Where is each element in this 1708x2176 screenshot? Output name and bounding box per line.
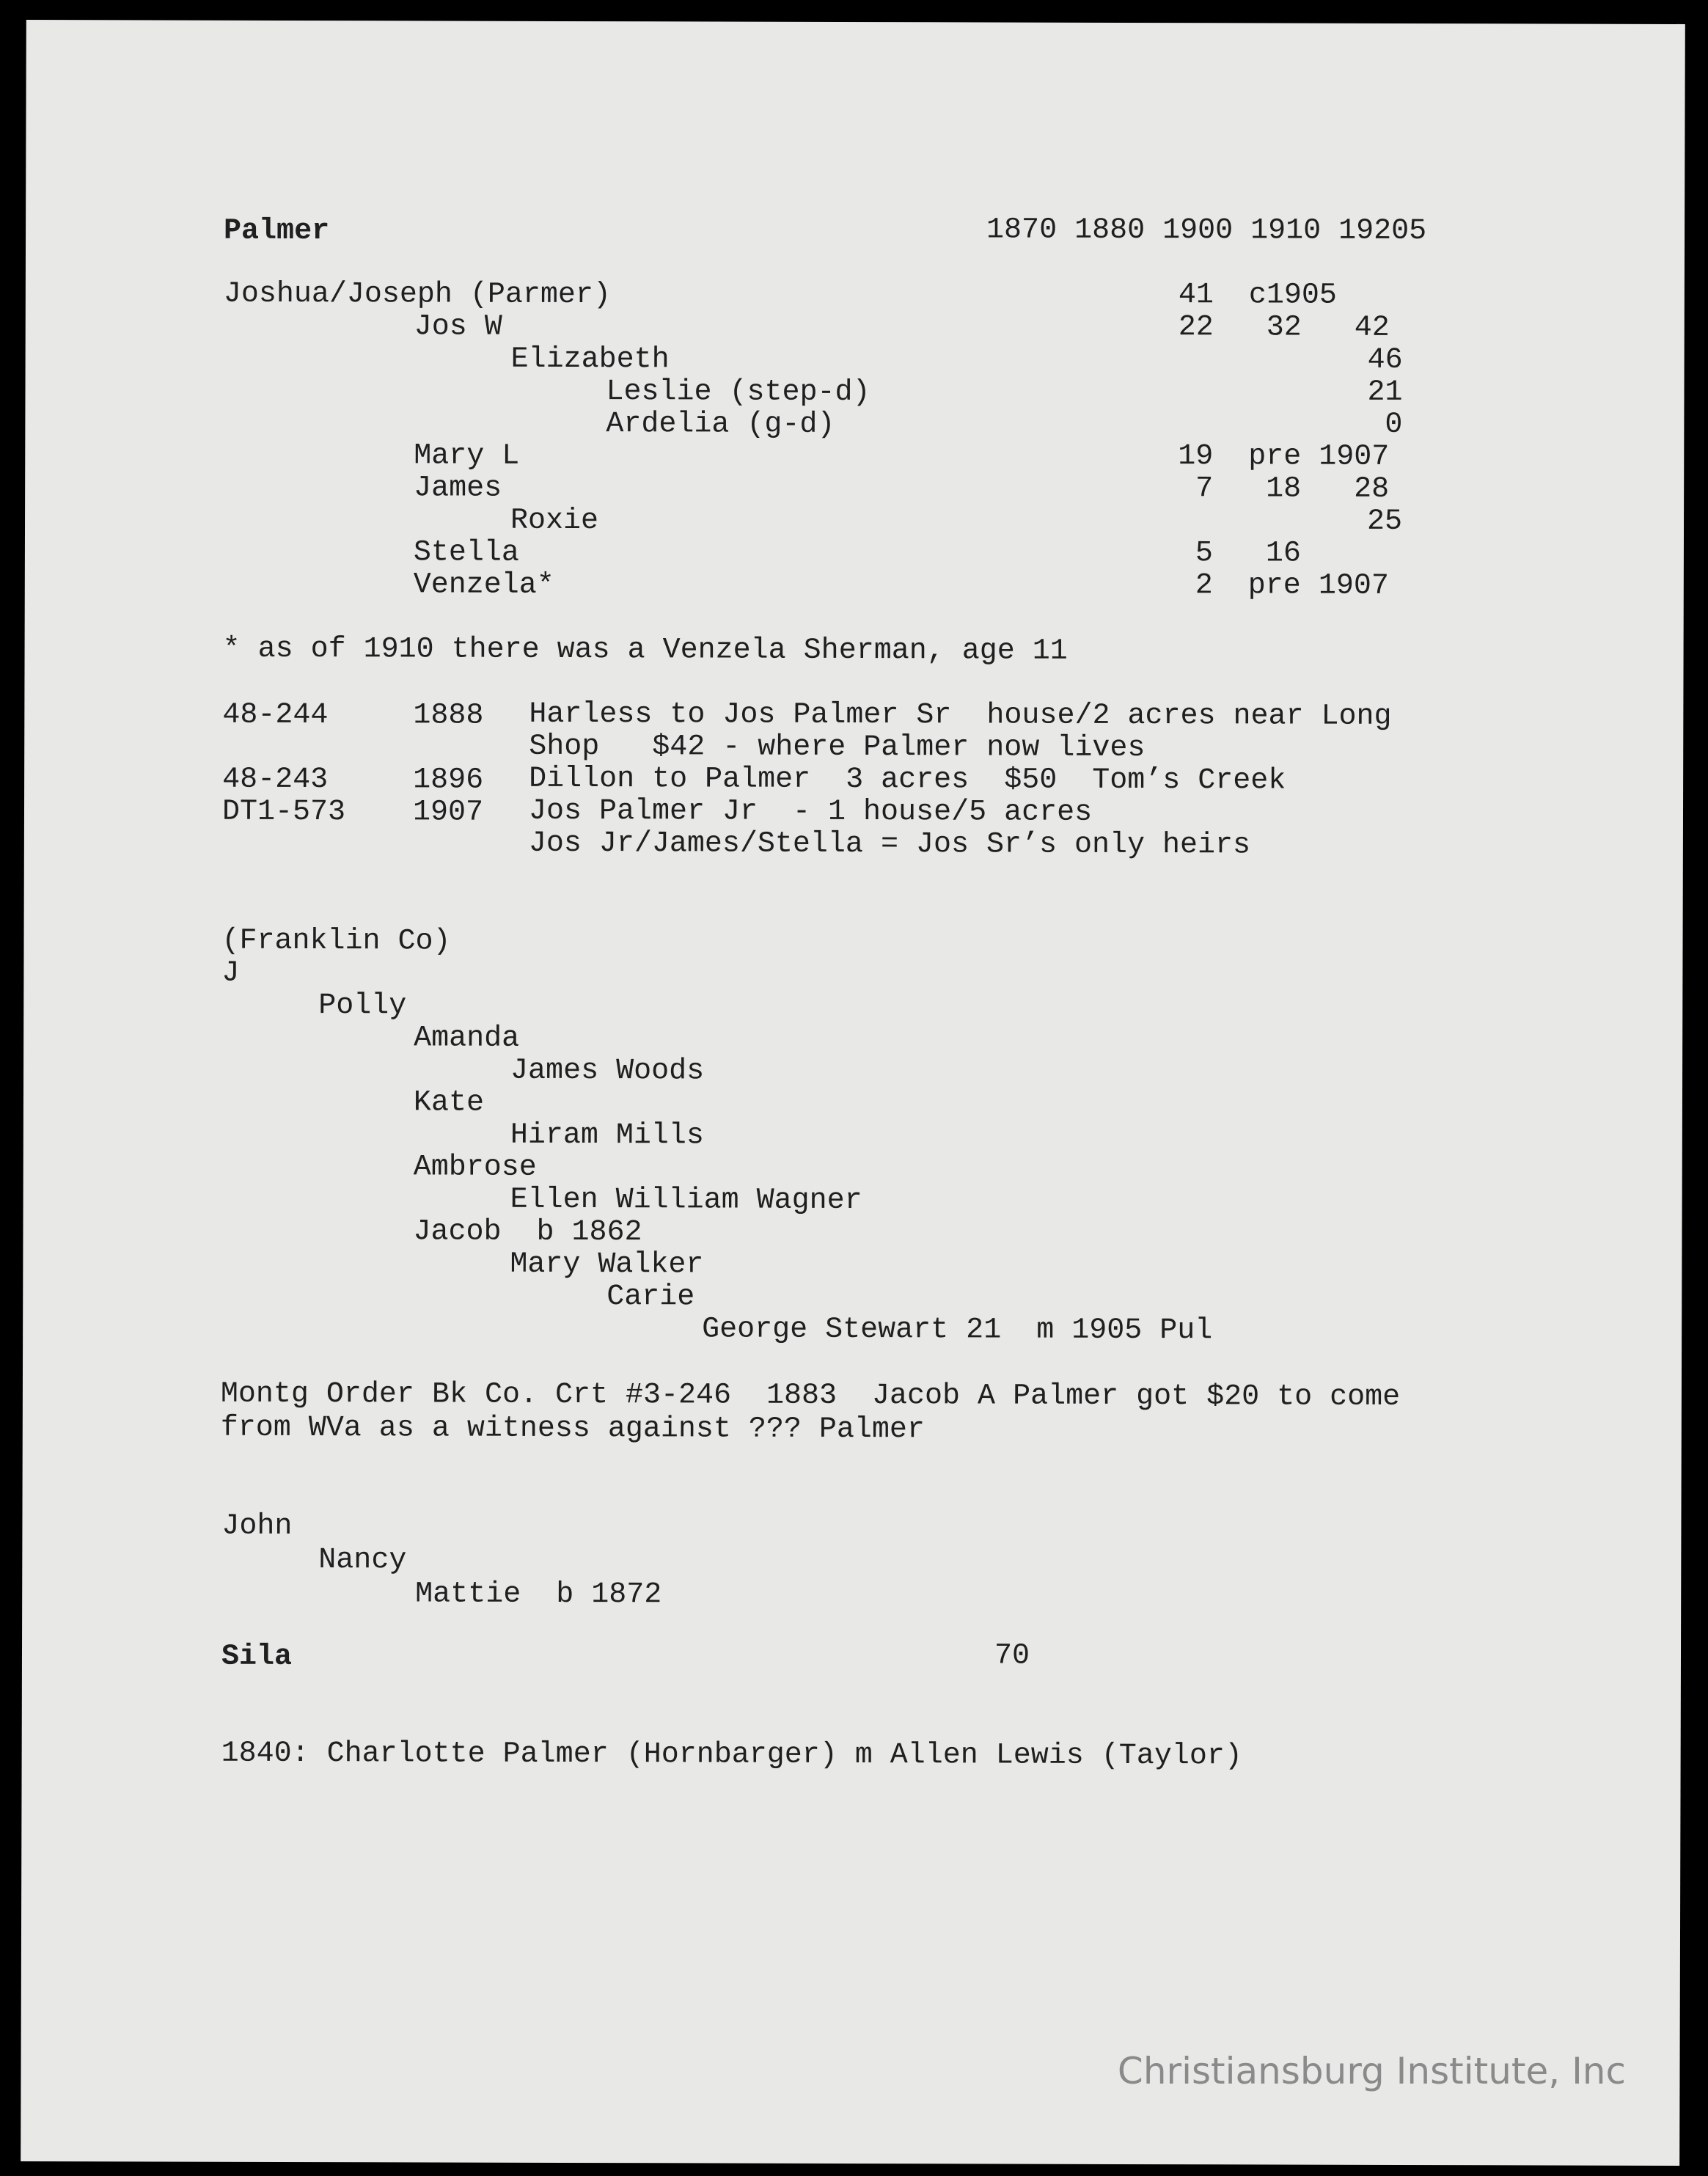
family-member-ages: 41 c1905 (1178, 279, 1337, 312)
tree-entry: Ambrose (413, 1151, 537, 1184)
footnote: * as of 1910 there was a Venzela Sherman, age 11 (222, 632, 1068, 668)
tree-entry: John (221, 1509, 293, 1544)
family-member-name: James (414, 472, 502, 505)
sila-heading: Sila (221, 1640, 293, 1674)
deed-text: Harless to Jos Palmer Sr house/2 acres near Long (529, 697, 1392, 733)
family-heading: Palmer (224, 214, 330, 249)
family-member-ages: 21 (1367, 376, 1403, 409)
family-member-name: Venzela* (413, 568, 554, 602)
court-note: Montg Order Bk Co. Crt #3-246 1883 Jacob A Palmer got $20 to come (220, 1377, 1401, 1414)
deed-text: Jos Jr/James/Stella = Jos Sr’s only heirs (528, 827, 1251, 862)
marriage-note: 1840: Charlotte Palmer (Hornbarger) m Allen Lewis (Taylor) (221, 1737, 1242, 1773)
tree-entry: Carie (606, 1281, 695, 1314)
family-member-ages: 25 (1366, 505, 1403, 538)
deed-year: 1896 (413, 763, 484, 797)
family-member-name: Ardelia (g-d) (606, 408, 835, 442)
family-member-ages: 7 18 28 (1195, 472, 1390, 506)
tree-entry: Nancy (318, 1544, 407, 1578)
tree-entry: Mary Walker (510, 1248, 704, 1282)
tree-entry: Mattie b 1872 (415, 1578, 662, 1612)
tree-entry: Ellen William Wagner (510, 1183, 862, 1218)
family-member-ages: 0 (1385, 408, 1403, 442)
tree-entry: (Franklin Co) (221, 924, 451, 959)
family-member-ages: 5 16 (1195, 537, 1302, 571)
deed-text: Jos Palmer Jr - 1 house/5 acres (528, 794, 1093, 829)
watermark: Christiansburg Institute, Inc (1117, 2050, 1626, 2092)
family-member-ages: 2 pre 1907 (1195, 569, 1389, 603)
family-member-name: Roxie (510, 504, 599, 538)
family-member-ages: 46 (1367, 343, 1403, 377)
tree-entry: Kate (413, 1086, 485, 1120)
census-years: 1870 1880 1900 1910 19205 (986, 213, 1427, 249)
sila-age: 70 (994, 1639, 1030, 1673)
court-note: from WVa as a witness against ??? Palmer (220, 1411, 926, 1447)
family-member-name: Elizabeth (510, 342, 670, 377)
tree-entry: George Stewart 21 m 1905 Pul (702, 1313, 1213, 1348)
family-member-ages: 19 pre 1907 (1178, 440, 1390, 474)
family-member-name: Jos W (414, 310, 502, 344)
family-member-name: Leslie (step-d) (606, 376, 871, 410)
tree-entry: Polly (318, 989, 407, 1023)
tree-entry: Jacob b 1862 (413, 1215, 642, 1250)
deed-ref: 48-244 (222, 698, 329, 733)
family-member-ages: 22 32 42 (1178, 311, 1390, 345)
tree-entry: James Woods (510, 1054, 705, 1088)
tree-entry: J (221, 956, 240, 990)
deed-year: 1907 (412, 796, 484, 829)
deed-year: 1888 (413, 699, 484, 733)
family-member-name: Stella (413, 536, 520, 570)
deed-ref: 48-243 (222, 763, 329, 797)
tree-entry: Amanda (414, 1022, 520, 1055)
tree-entry: Hiram Mills (510, 1118, 704, 1153)
deed-ref: DT1-573 (221, 795, 346, 829)
family-member-name: Joshua/Joseph (Parmer) (223, 277, 611, 312)
deed-text: Dillon to Palmer 3 acres $50 Tom’s Creek (529, 762, 1286, 798)
family-member-name: Mary L (414, 439, 520, 473)
document-page (21, 20, 1685, 2166)
deed-text: Shop $42 - where Palmer now lives (529, 730, 1146, 766)
